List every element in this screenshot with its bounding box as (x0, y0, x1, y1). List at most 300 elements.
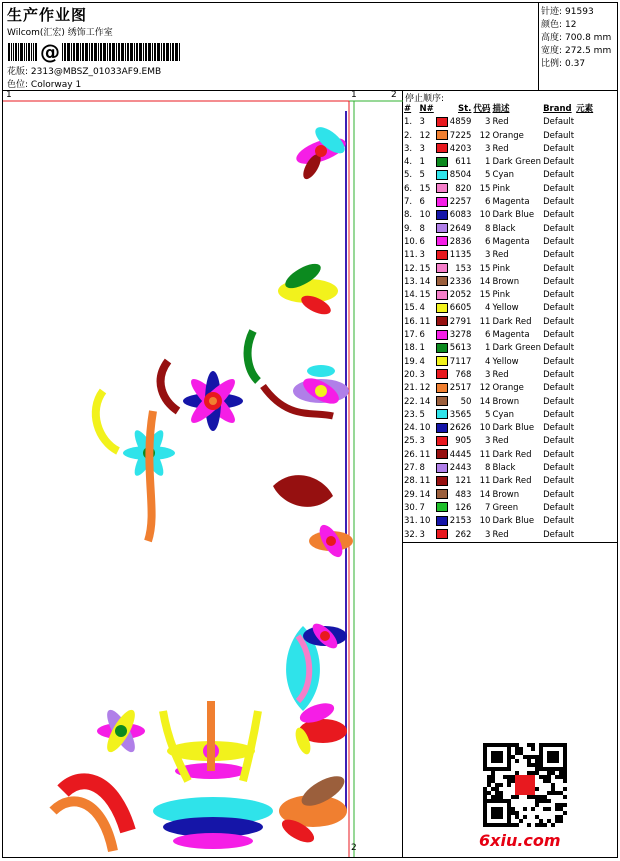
thread-brand: Default (543, 157, 575, 168)
color-code: 10 (479, 423, 491, 434)
header-col-stitches: St. (458, 104, 472, 114)
stop-sequence-table (403, 103, 594, 542)
qr-module (563, 795, 567, 799)
color-code: 7 (485, 502, 491, 513)
qr-module (551, 771, 555, 775)
color-swatch (436, 290, 448, 300)
stop-number: 29. (404, 489, 418, 500)
qr-module (515, 771, 519, 775)
color-swatch (436, 197, 448, 207)
qr-module (539, 775, 543, 779)
qr-module (523, 815, 527, 819)
stop-number: 16. (404, 316, 418, 327)
qr-finder-core (491, 807, 503, 819)
thread-brand: Default (543, 303, 575, 314)
qr-module (543, 823, 547, 827)
thread-brand: Default (543, 396, 575, 407)
header-col-code: 代码 (473, 104, 491, 114)
stop-number: 25. (404, 436, 418, 447)
color-code: 14 (479, 276, 491, 287)
color-description: Green (492, 502, 519, 513)
stitch-count: 2836 (449, 236, 472, 247)
swatch-cell (435, 183, 449, 196)
stop-row (403, 263, 594, 276)
qr-module (511, 775, 515, 779)
color-description: Yellow (492, 356, 519, 367)
stop-row (403, 396, 594, 409)
barcode-bar (152, 43, 153, 61)
stat-value: 12 (565, 20, 577, 30)
qr-module (563, 771, 567, 775)
color-swatch (436, 356, 448, 366)
needle-number: 15 (419, 263, 431, 274)
stop-row (403, 196, 594, 209)
qr-logo (515, 775, 535, 795)
stop-row (403, 316, 594, 329)
barcode-bar (11, 43, 12, 61)
stitch-count: 2336 (449, 276, 472, 287)
qr-module (547, 807, 551, 811)
thread-brand: Default (543, 316, 575, 327)
barcode-bar (18, 43, 19, 61)
stop-number: 7. (404, 197, 413, 208)
barcode-bar (82, 43, 84, 61)
stitch-count: 1135 (449, 250, 472, 261)
color-code: 14 (479, 489, 491, 500)
color-swatch (436, 117, 448, 127)
stop-row (403, 209, 594, 222)
stat-label: 高度: (541, 33, 563, 43)
color-swatch (436, 396, 448, 406)
barcode-bar (112, 43, 115, 61)
qr-module (511, 743, 515, 747)
needle-number: 15 (419, 183, 431, 194)
swatch-cell (435, 209, 449, 222)
needle-number: 3 (419, 436, 425, 447)
swatch-cell (435, 143, 449, 156)
barcode-bar (31, 43, 32, 61)
qr-module (511, 795, 515, 799)
swatch-cell (435, 529, 449, 542)
stop-row (403, 356, 594, 369)
barcode-bar (170, 43, 171, 61)
swatch-cell (435, 502, 449, 515)
color-code: 10 (479, 210, 491, 221)
color-code: 6 (485, 236, 491, 247)
stitch-count: 3565 (449, 409, 472, 420)
barcode-bar (179, 43, 180, 61)
qr-module (535, 803, 539, 807)
bottom-flowers (53, 701, 273, 851)
barcode-bar (121, 43, 124, 61)
colorway-value: Colorway 1 (30, 80, 82, 90)
qr-module (535, 799, 539, 803)
watermark: 6xiu.com (479, 831, 561, 850)
qr-module (535, 763, 539, 767)
barcode-bar (107, 43, 108, 61)
barcode-bar (8, 43, 10, 61)
stop-row (403, 382, 594, 395)
qr-module (535, 815, 539, 819)
color-swatch (436, 250, 448, 260)
barcode-bar (139, 43, 142, 61)
qr-module (559, 819, 563, 823)
color-description: Dark Green (492, 343, 542, 354)
needle-number: 6 (419, 197, 425, 208)
needle-number: 14 (419, 396, 431, 407)
barcode-bar (33, 43, 34, 61)
color-code: 4 (485, 303, 491, 314)
stitch-count: 50 (460, 396, 472, 407)
color-code: 5 (485, 170, 491, 181)
swatch-cell (435, 116, 449, 129)
stitch-count: 153 (455, 263, 472, 274)
color-code: 11 (479, 449, 491, 460)
thread-brand: Default (543, 170, 575, 181)
needle-number: 5 (419, 409, 425, 420)
thread-brand: Default (543, 409, 575, 420)
marker-top-mid: 1 (351, 90, 357, 100)
stop-row (403, 489, 594, 502)
thread-brand: Default (543, 290, 575, 301)
barcode-bar (125, 43, 126, 61)
center-flowers (96, 331, 333, 541)
qr-module (551, 823, 555, 827)
swatch-cell (435, 302, 449, 315)
color-swatch (436, 463, 448, 473)
qr-module (491, 779, 495, 783)
color-code: 15 (479, 183, 491, 194)
color-swatch (436, 343, 448, 353)
thread-brand: Default (543, 343, 575, 354)
qr-module (515, 795, 519, 799)
qr-module (559, 807, 563, 811)
color-code: 3 (485, 369, 491, 380)
needle-number: 11 (419, 316, 431, 327)
thread-brand: Default (543, 130, 575, 141)
stop-number: 13. (404, 276, 418, 287)
color-description: Orange (492, 130, 524, 141)
qr-module (547, 779, 551, 783)
color-description: Dark Red (492, 316, 532, 327)
stop-number: 22. (404, 396, 418, 407)
swatch-cell (435, 329, 449, 342)
stop-number: 18. (404, 343, 418, 354)
stat-value: 0.37 (565, 59, 586, 69)
stop-row (403, 515, 594, 528)
colorway-label: 色位: (7, 80, 29, 90)
qr-module (495, 787, 499, 791)
stop-number: 28. (404, 476, 418, 487)
stat-row (541, 6, 617, 19)
stop-row (403, 502, 594, 515)
qr-module (523, 807, 527, 811)
barcode-bar (145, 43, 147, 61)
needle-number: 6 (419, 236, 425, 247)
color-swatch (436, 516, 448, 526)
color-description: Red (492, 436, 509, 447)
color-description: Orange (492, 383, 524, 394)
qr-module (531, 747, 535, 751)
color-swatch (436, 409, 448, 419)
qr-module (511, 807, 515, 811)
color-code: 10 (479, 516, 491, 527)
stitch-count: 2153 (449, 516, 472, 527)
needle-number: 1 (419, 343, 425, 354)
stop-sequence-panel (403, 91, 617, 543)
stop-row (403, 223, 594, 236)
stitch-count: 768 (455, 369, 472, 380)
swatch-cell (435, 169, 449, 182)
qr-module (535, 767, 539, 771)
stop-number: 11. (404, 250, 418, 261)
qr-module (491, 795, 495, 799)
header-col-number: # (404, 104, 412, 114)
color-swatch (436, 423, 448, 433)
barcode-bar (80, 43, 81, 61)
color-swatch (436, 170, 448, 180)
qr-module (531, 763, 535, 767)
qr-module (527, 763, 531, 767)
stop-number: 23. (404, 409, 418, 420)
embroidery-artwork (3, 91, 403, 857)
qr-module (563, 779, 567, 783)
needle-number: 4 (419, 356, 425, 367)
qr-module (551, 787, 555, 791)
swatch-cell (435, 369, 449, 382)
swatch-cell (435, 515, 449, 528)
barcode-bar (26, 43, 27, 61)
qr-module (527, 771, 531, 775)
barcode-bar (98, 43, 99, 61)
qr-module (559, 815, 563, 819)
barcode-bar (91, 43, 93, 61)
barcode-bar (20, 43, 23, 61)
swatch-cell (435, 356, 449, 369)
qr-module (487, 783, 491, 787)
stitch-count: 262 (455, 529, 472, 540)
design-file-value: 2313@MBSZ_01033AF9.EMB (30, 67, 162, 77)
barcode-bar (136, 43, 138, 61)
needle-number: 6 (419, 330, 425, 341)
design-file-line (7, 64, 161, 77)
qr-module (491, 775, 495, 779)
swatch-cell (435, 249, 449, 262)
stop-number: 8. (404, 210, 413, 221)
needle-number: 4 (419, 303, 425, 314)
thread-brand: Default (543, 516, 575, 527)
qr-finder-core (547, 751, 559, 763)
qr-module (551, 783, 555, 787)
stop-number: 6. (404, 183, 413, 194)
thread-brand: Default (543, 449, 575, 460)
stop-number: 1. (404, 117, 413, 128)
swatch-cell (435, 223, 449, 236)
stop-number: 30. (404, 502, 418, 513)
barcode-bar (116, 43, 117, 61)
qr-module (547, 791, 551, 795)
barcode (8, 40, 181, 64)
stop-number: 21. (404, 383, 418, 394)
needle-number: 15 (419, 290, 431, 301)
color-description: Dark Red (492, 449, 532, 460)
swatch-cell (435, 396, 449, 409)
stop-number: 19. (404, 356, 418, 367)
barcode-bar (148, 43, 151, 61)
qr-module (555, 791, 559, 795)
needle-number: 8 (419, 463, 425, 474)
color-swatch (436, 330, 448, 340)
border-flowers (273, 123, 353, 847)
color-code: 1 (485, 343, 491, 354)
color-code: 3 (485, 117, 491, 128)
needle-number: 7 (419, 502, 425, 513)
stop-row (403, 276, 594, 289)
page-title: 生产作业图 (7, 6, 88, 24)
needle-number: 5 (419, 170, 425, 181)
color-description: Pink (492, 183, 511, 194)
qr-module (563, 803, 567, 807)
needle-number: 1 (419, 157, 425, 168)
stat-label: 颜色: (541, 20, 563, 30)
stop-row (403, 249, 594, 262)
color-swatch (436, 183, 448, 193)
color-swatch (436, 436, 448, 446)
qr-module (507, 779, 511, 783)
thread-brand: Default (543, 183, 575, 194)
qr-module (511, 811, 515, 815)
needle-number: 3 (419, 369, 425, 380)
thread-brand: Default (543, 197, 575, 208)
qr-module (495, 783, 499, 787)
swatch-cell (435, 382, 449, 395)
swatch-cell (435, 276, 449, 289)
barcode-bar (103, 43, 106, 61)
color-description: Magenta (492, 330, 530, 341)
qr-module (499, 783, 503, 787)
stop-number: 4. (404, 157, 413, 168)
stop-row (403, 130, 594, 143)
qr-module (515, 815, 519, 819)
qr-module (487, 791, 491, 795)
qr-module (515, 759, 519, 763)
color-description: Yellow (492, 303, 519, 314)
stop-number: 9. (404, 223, 413, 234)
swatch-cell (435, 289, 449, 302)
qr-module (555, 819, 559, 823)
stop-sequence-header-row (403, 103, 594, 116)
needle-number: 14 (419, 489, 431, 500)
thread-brand: Default (543, 369, 575, 380)
stop-row (403, 302, 594, 315)
qr-module (543, 807, 547, 811)
barcode-bar (71, 43, 72, 61)
barcode-bar (28, 43, 30, 61)
stop-number: 15. (404, 303, 418, 314)
header-col-needle: N# (419, 104, 434, 114)
stitch-count: 7117 (449, 356, 472, 367)
qr-module (527, 743, 531, 747)
marker-bottom: 2 (351, 843, 357, 853)
qr-module (483, 791, 487, 795)
barcode-bar (157, 43, 160, 61)
color-description: Dark Blue (492, 210, 535, 221)
qr-module (535, 755, 539, 759)
qr-module (483, 795, 487, 799)
thread-brand: Default (543, 276, 575, 287)
stats-panel (539, 3, 617, 91)
stat-label: 宽度: (541, 46, 563, 56)
colorway-line (7, 77, 81, 90)
thread-brand: Default (543, 502, 575, 513)
needle-number: 3 (419, 117, 425, 128)
color-code: 11 (479, 476, 491, 487)
color-description: Black (492, 223, 516, 234)
color-swatch (436, 383, 448, 393)
company-name: Wilcom(汇宏) 绣饰工作室 (7, 28, 113, 38)
thread-brand: Default (543, 143, 575, 154)
thread-brand: Default (543, 236, 575, 247)
stat-value: 700.8 mm (565, 33, 612, 43)
stat-value: 91593 (565, 7, 594, 17)
qr-module (491, 771, 495, 775)
qr-finder-core (491, 751, 503, 763)
qr-module (515, 823, 519, 827)
swatch-cell (435, 236, 449, 249)
color-code: 12 (479, 383, 491, 394)
thread-brand: Default (543, 356, 575, 367)
thread-brand: Default (543, 463, 575, 474)
qr-module (535, 771, 539, 775)
qr-module (539, 823, 543, 827)
thread-brand: Default (543, 330, 575, 341)
qr-module (535, 787, 539, 791)
color-code: 6 (485, 330, 491, 341)
barcode-bar (143, 43, 144, 61)
qr-module (527, 823, 531, 827)
color-code: 3 (485, 436, 491, 447)
qr-module (495, 795, 499, 799)
color-description: Red (492, 143, 509, 154)
color-code: 11 (479, 316, 491, 327)
color-swatch (436, 143, 448, 153)
color-swatch (436, 316, 448, 326)
needle-number: 12 (419, 383, 431, 394)
qr-module (515, 743, 519, 747)
stitch-count: 2791 (449, 316, 472, 327)
stop-number: 14. (404, 290, 418, 301)
barcode-bar (94, 43, 97, 61)
swatch-cell (435, 449, 449, 462)
stop-row (403, 449, 594, 462)
header-block (3, 3, 539, 91)
swatch-cell (435, 196, 449, 209)
thread-brand: Default (543, 223, 575, 234)
stitch-count: 611 (455, 157, 472, 168)
stitch-count: 6083 (449, 210, 472, 221)
swatch-cell (435, 130, 449, 143)
color-code: 6 (485, 197, 491, 208)
stitch-count: 483 (455, 489, 472, 500)
needle-number: 10 (419, 423, 431, 434)
stop-number: 26. (404, 449, 418, 460)
barcode-bar (13, 43, 14, 61)
stat-label: 比例: (541, 59, 563, 69)
stat-row (541, 45, 617, 58)
barcode-bar (163, 43, 165, 61)
color-description: Brown (492, 489, 520, 500)
color-description: Red (492, 250, 509, 261)
